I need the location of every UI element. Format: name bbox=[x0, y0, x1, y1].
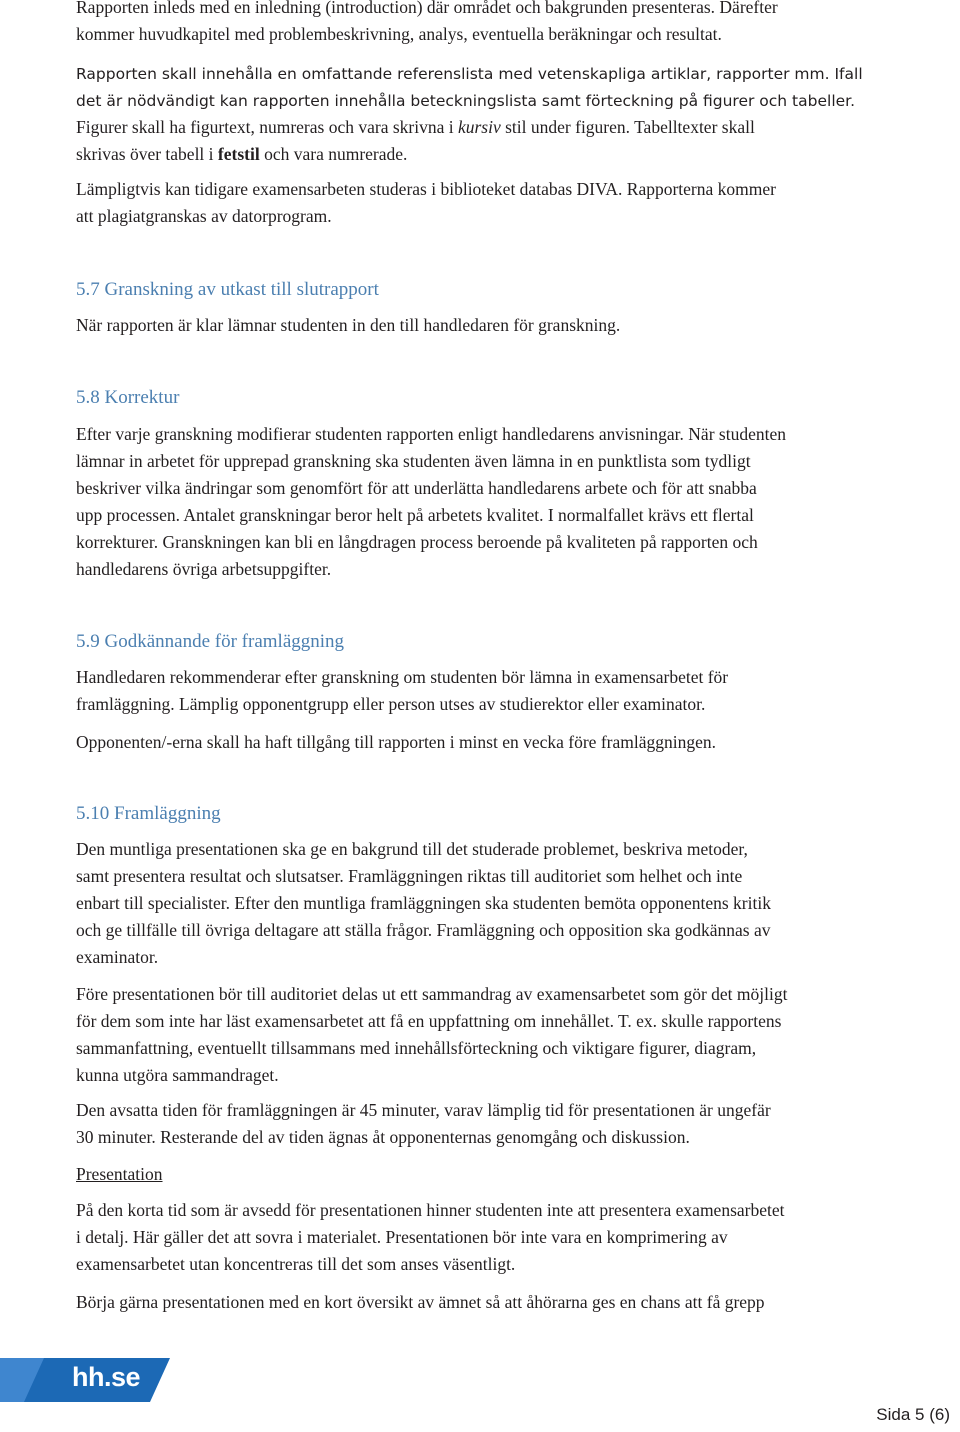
paragraph-line: 30 minuter. Resterande del av tiden ägnas åt opponenternas genomgång och diskussion. bbox=[76, 1127, 690, 1147]
paragraph-line: Rapporten inleds med en inledning (introduction) där området och bakgrunden presenteras. Därefter bbox=[76, 0, 778, 17]
text-run: Figurer skall ha figurtext, numreras och vara skrivna i bbox=[76, 117, 458, 137]
paragraph-line: Opponenten/-erna skall ha haft tillgång till rapporten i minst en vecka före framläggningen. bbox=[76, 732, 716, 752]
paragraph-line: Den avsatta tiden för framläggningen är 45 minuter, varav lämplig tid för presentationen är ungefär bbox=[76, 1100, 771, 1120]
paragraph-line: När rapporten är klar lämnar studenten in den till handledaren för granskning. bbox=[76, 315, 621, 335]
page-number: Sida 5 (6) bbox=[876, 1405, 950, 1424]
paragraph-line bbox=[76, 141, 755, 168]
paragraph-line: i detalj. Här gäller det att sovra i materialet. Presentationen bör inte vara en komprimering av bbox=[76, 1227, 728, 1247]
italic-word: kursiv bbox=[457, 117, 501, 137]
section-heading-5-8: 5.8 Korrektur bbox=[76, 387, 180, 408]
paragraph-line: korrekturer. Granskningen kan bli en långdragen process beroende på kvaliteten på rapporten och bbox=[76, 532, 758, 552]
paragraph-line: beskriver vilka ändringar som genomfört för att underlätta handledarens arbete och för att snabba bbox=[76, 478, 757, 498]
hh-se-logo[interactable] bbox=[0, 1358, 170, 1402]
text-run: och vara numrerade. bbox=[259, 144, 408, 164]
paragraph-line: att plagiatgranskas av datorprogram. bbox=[76, 206, 332, 226]
korrektur-paragraph bbox=[76, 421, 786, 583]
paragraph-line: lämnar in arbetet för upprepad granskning ska studenten även lämna in en punktlista som tydligt bbox=[76, 451, 751, 471]
section-heading-5-7: 5.7 Granskning av utkast till slutrapport bbox=[76, 279, 379, 300]
paragraph-line: det är nödvändigt kan rapporten innehålla beteckningslista samt förteckning på figurer och tabeller. bbox=[76, 92, 856, 110]
text-run: stil under figuren. Tabelltexter skall bbox=[500, 117, 755, 137]
diva-paragraph bbox=[76, 176, 776, 230]
framlaggning-paragraph-3 bbox=[76, 1097, 771, 1151]
paragraph-line: Handledaren rekommenderar efter granskning om studenten bör lämna in examensarbetet för bbox=[76, 667, 729, 687]
section-heading-5-10: 5.10 Framläggning bbox=[76, 803, 221, 824]
paragraph-line: Börja gärna presentationen med en kort översikt av ämnet så att åhörarna ges en chans att få grepp bbox=[76, 1292, 765, 1312]
figures-paragraph bbox=[76, 114, 755, 168]
paragraph-line: Rapporten skall innehålla en omfattande referenslista med vetenskapliga artiklar, rapporter mm. Ifall bbox=[76, 65, 863, 83]
paragraph-line: kommer huvudkapitel med problembeskrivning, analys, eventuella beräkningar och resultat. bbox=[76, 24, 722, 44]
section-heading-5-9: 5.9 Godkännande för framläggning bbox=[76, 631, 345, 652]
framlaggning-paragraph-2 bbox=[76, 981, 787, 1089]
paragraph-line: kunna utgöra sammandraget. bbox=[76, 1065, 279, 1085]
subheading-presentation: Presentation bbox=[76, 1164, 163, 1184]
references-paragraph bbox=[76, 61, 863, 115]
paragraph-line: enbart till specialister. Efter den muntliga framläggningen ska studenten bemöta opponentens kritik bbox=[76, 893, 771, 913]
paragraph-line: och ge tillfälle till övriga deltagare att ställa frågor. Framläggning och opposition ska godkännas av bbox=[76, 920, 771, 940]
text-run: skrivas över tabell i bbox=[76, 144, 218, 164]
paragraph-line: examensarbetet utan koncentreras till det som anses väsentligt. bbox=[76, 1254, 516, 1274]
paragraph-line: Den muntliga presentationen ska ge en bakgrund till det studerade problemet, beskriva metoder, bbox=[76, 839, 748, 859]
intro-block bbox=[76, 0, 778, 48]
paragraph-line bbox=[76, 114, 755, 141]
paragraph-line: sammanfattning, eventuellt tillsammans med innehållsförteckning och viktigare figurer, diagram, bbox=[76, 1038, 757, 1058]
logo-text: hh.se bbox=[72, 1362, 141, 1392]
presentation-paragraph-1 bbox=[76, 1197, 785, 1278]
framlaggning-paragraph-1 bbox=[76, 836, 771, 971]
paragraph-line: handledarens övriga arbetsuppgifter. bbox=[76, 559, 332, 579]
paragraph-line: Före presentationen bör till auditoriet delas ut ett sammandrag av examensarbetet som gör det möjligt bbox=[76, 984, 788, 1004]
paragraph-line: för dem som inte har läst examensarbetet att få en uppfattning om innehållet. T. ex. skulle rapportens bbox=[76, 1011, 782, 1031]
paragraph-line: Lämpligtvis kan tidigare examensarbeten studeras i biblioteket databas DIVA. Rapporterna kommer bbox=[76, 179, 776, 199]
paragraph-line: På den korta tid som är avsedd för presentationen hinner studenten inte att presentera examensarbetet bbox=[76, 1200, 785, 1220]
paragraph-line: examinator. bbox=[76, 947, 159, 967]
bold-word: fetstil bbox=[217, 144, 260, 164]
godkannande-paragraph bbox=[76, 664, 728, 718]
paragraph-line: framläggning. Lämplig opponentgrupp eller person utses av studierektor eller examinator. bbox=[76, 694, 706, 714]
paragraph-line: upp processen. Antalet granskningar beror helt på arbetets kvalitet. I normalfallet krävs ett flertal bbox=[76, 505, 754, 525]
paragraph-line: samt presentera resultat och slutsatser. Framläggningen riktas till auditoriet som helhet och inte bbox=[76, 866, 743, 886]
paragraph-line: Efter varje granskning modifierar studenten rapporten enligt handledarens anvisningar. När studenten bbox=[76, 424, 786, 444]
